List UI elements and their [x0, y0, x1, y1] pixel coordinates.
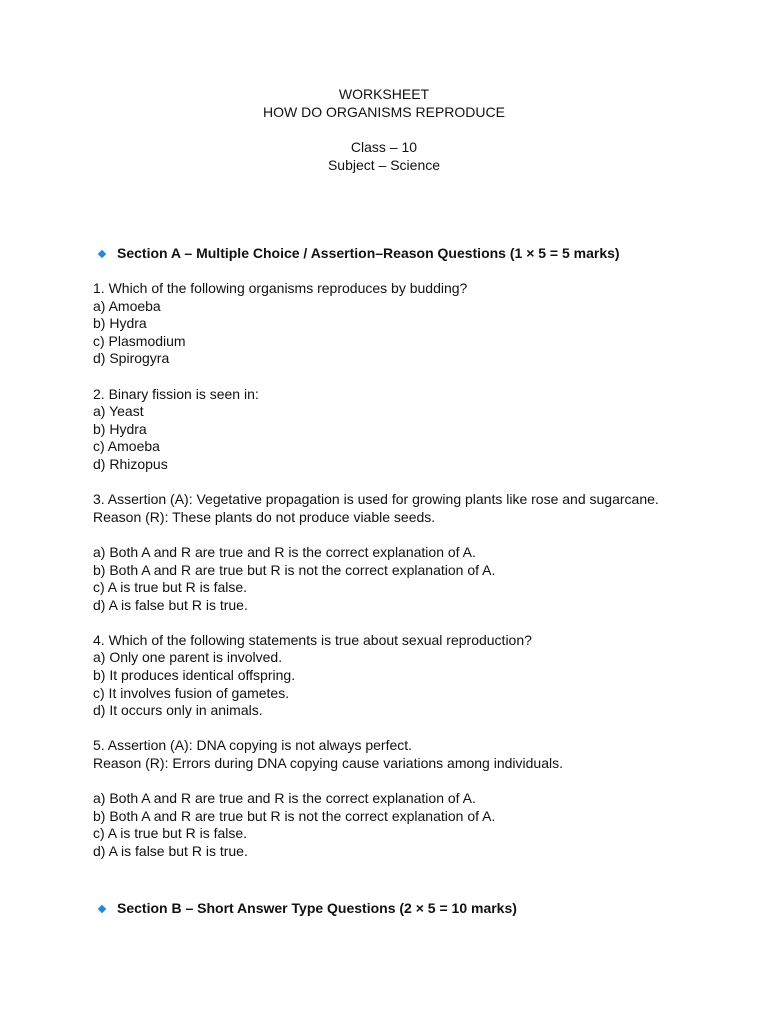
question-item	[93, 632, 733, 720]
diamond-bullet-icon	[98, 905, 106, 913]
question-option: b) Both A and R are true but R is not the correct explanation of A.	[93, 561, 496, 578]
spacer	[93, 773, 733, 791]
question-option: a) Both A and R are true and R is the correct explanation of A.	[93, 543, 476, 560]
question-stem: 1. Which of the following organisms reproduces by budding?	[93, 280, 468, 296]
question-option: d) A is false but R is true.	[93, 596, 248, 613]
question-stem: Reason (R): These plants do not produce viable seeds.	[93, 508, 436, 525]
section-b-heading-text: Section B – Short Answer Type Questions (2 × 5 = 10 marks)	[117, 900, 517, 916]
worksheet-header	[0, 86, 768, 121]
worksheet-title: WORKSHEET	[338, 86, 430, 102]
section-a-heading-text: Section A – Multiple Choice / Assertion–Reason Questions (1 × 5 = 5 marks)	[117, 245, 620, 261]
question-stem: 5. Assertion (A): DNA copying is not always perfect.	[93, 737, 413, 754]
question-stem: 2. Binary fission is seen in:	[93, 385, 259, 402]
section-a-questions	[93, 280, 733, 878]
question-stem: Reason (R): Errors during DNA copying cause variations among individuals.	[93, 755, 563, 772]
class-info	[0, 139, 768, 174]
spacer	[93, 526, 733, 544]
worksheet-subtitle: HOW DO ORGANISMS REPRODUCE	[263, 103, 505, 120]
question-item	[93, 386, 733, 474]
question-stem: 3. Assertion (A): Vegetative propagation is used for growing plants like rose and sugarcane.	[93, 491, 659, 508]
question-option: c) Plasmodium	[93, 332, 186, 349]
subject-label: Subject – Science	[327, 156, 441, 173]
question-option: d) It occurs only in animals.	[93, 702, 263, 719]
question-option: c) Amoeba	[93, 438, 160, 455]
section-a-heading	[97, 245, 620, 263]
diamond-bullet-icon	[98, 250, 106, 258]
question-option: c) It involves fusion of gametes.	[93, 684, 290, 701]
question-option: a) Yeast	[93, 403, 144, 420]
question-item	[93, 737, 733, 860]
question-item	[93, 280, 733, 368]
question-option: a) Amoeba	[93, 297, 161, 314]
question-option: c) A is true but R is false.	[93, 825, 248, 842]
question-option: d) Spirogyra	[93, 350, 170, 367]
question-option: b) It produces identical offspring.	[93, 667, 296, 684]
question-option: b) Hydra	[93, 420, 147, 437]
question-option: b) Hydra	[93, 315, 147, 332]
section-b-heading	[97, 900, 517, 918]
question-option: a) Only one parent is involved.	[93, 649, 283, 666]
question-option: b) Both A and R are true but R is not the correct explanation of A.	[93, 807, 496, 824]
question-option: a) Both A and R are true and R is the correct explanation of A.	[93, 790, 476, 807]
question-option: c) A is true but R is false.	[93, 579, 248, 596]
question-item	[93, 491, 733, 614]
class-label: Class – 10	[350, 139, 418, 155]
question-option: d) Rhizopus	[93, 455, 168, 472]
question-stem: 4. Which of the following statements is true about sexual reproduction?	[93, 631, 532, 648]
question-option: d) A is false but R is true.	[93, 843, 248, 859]
